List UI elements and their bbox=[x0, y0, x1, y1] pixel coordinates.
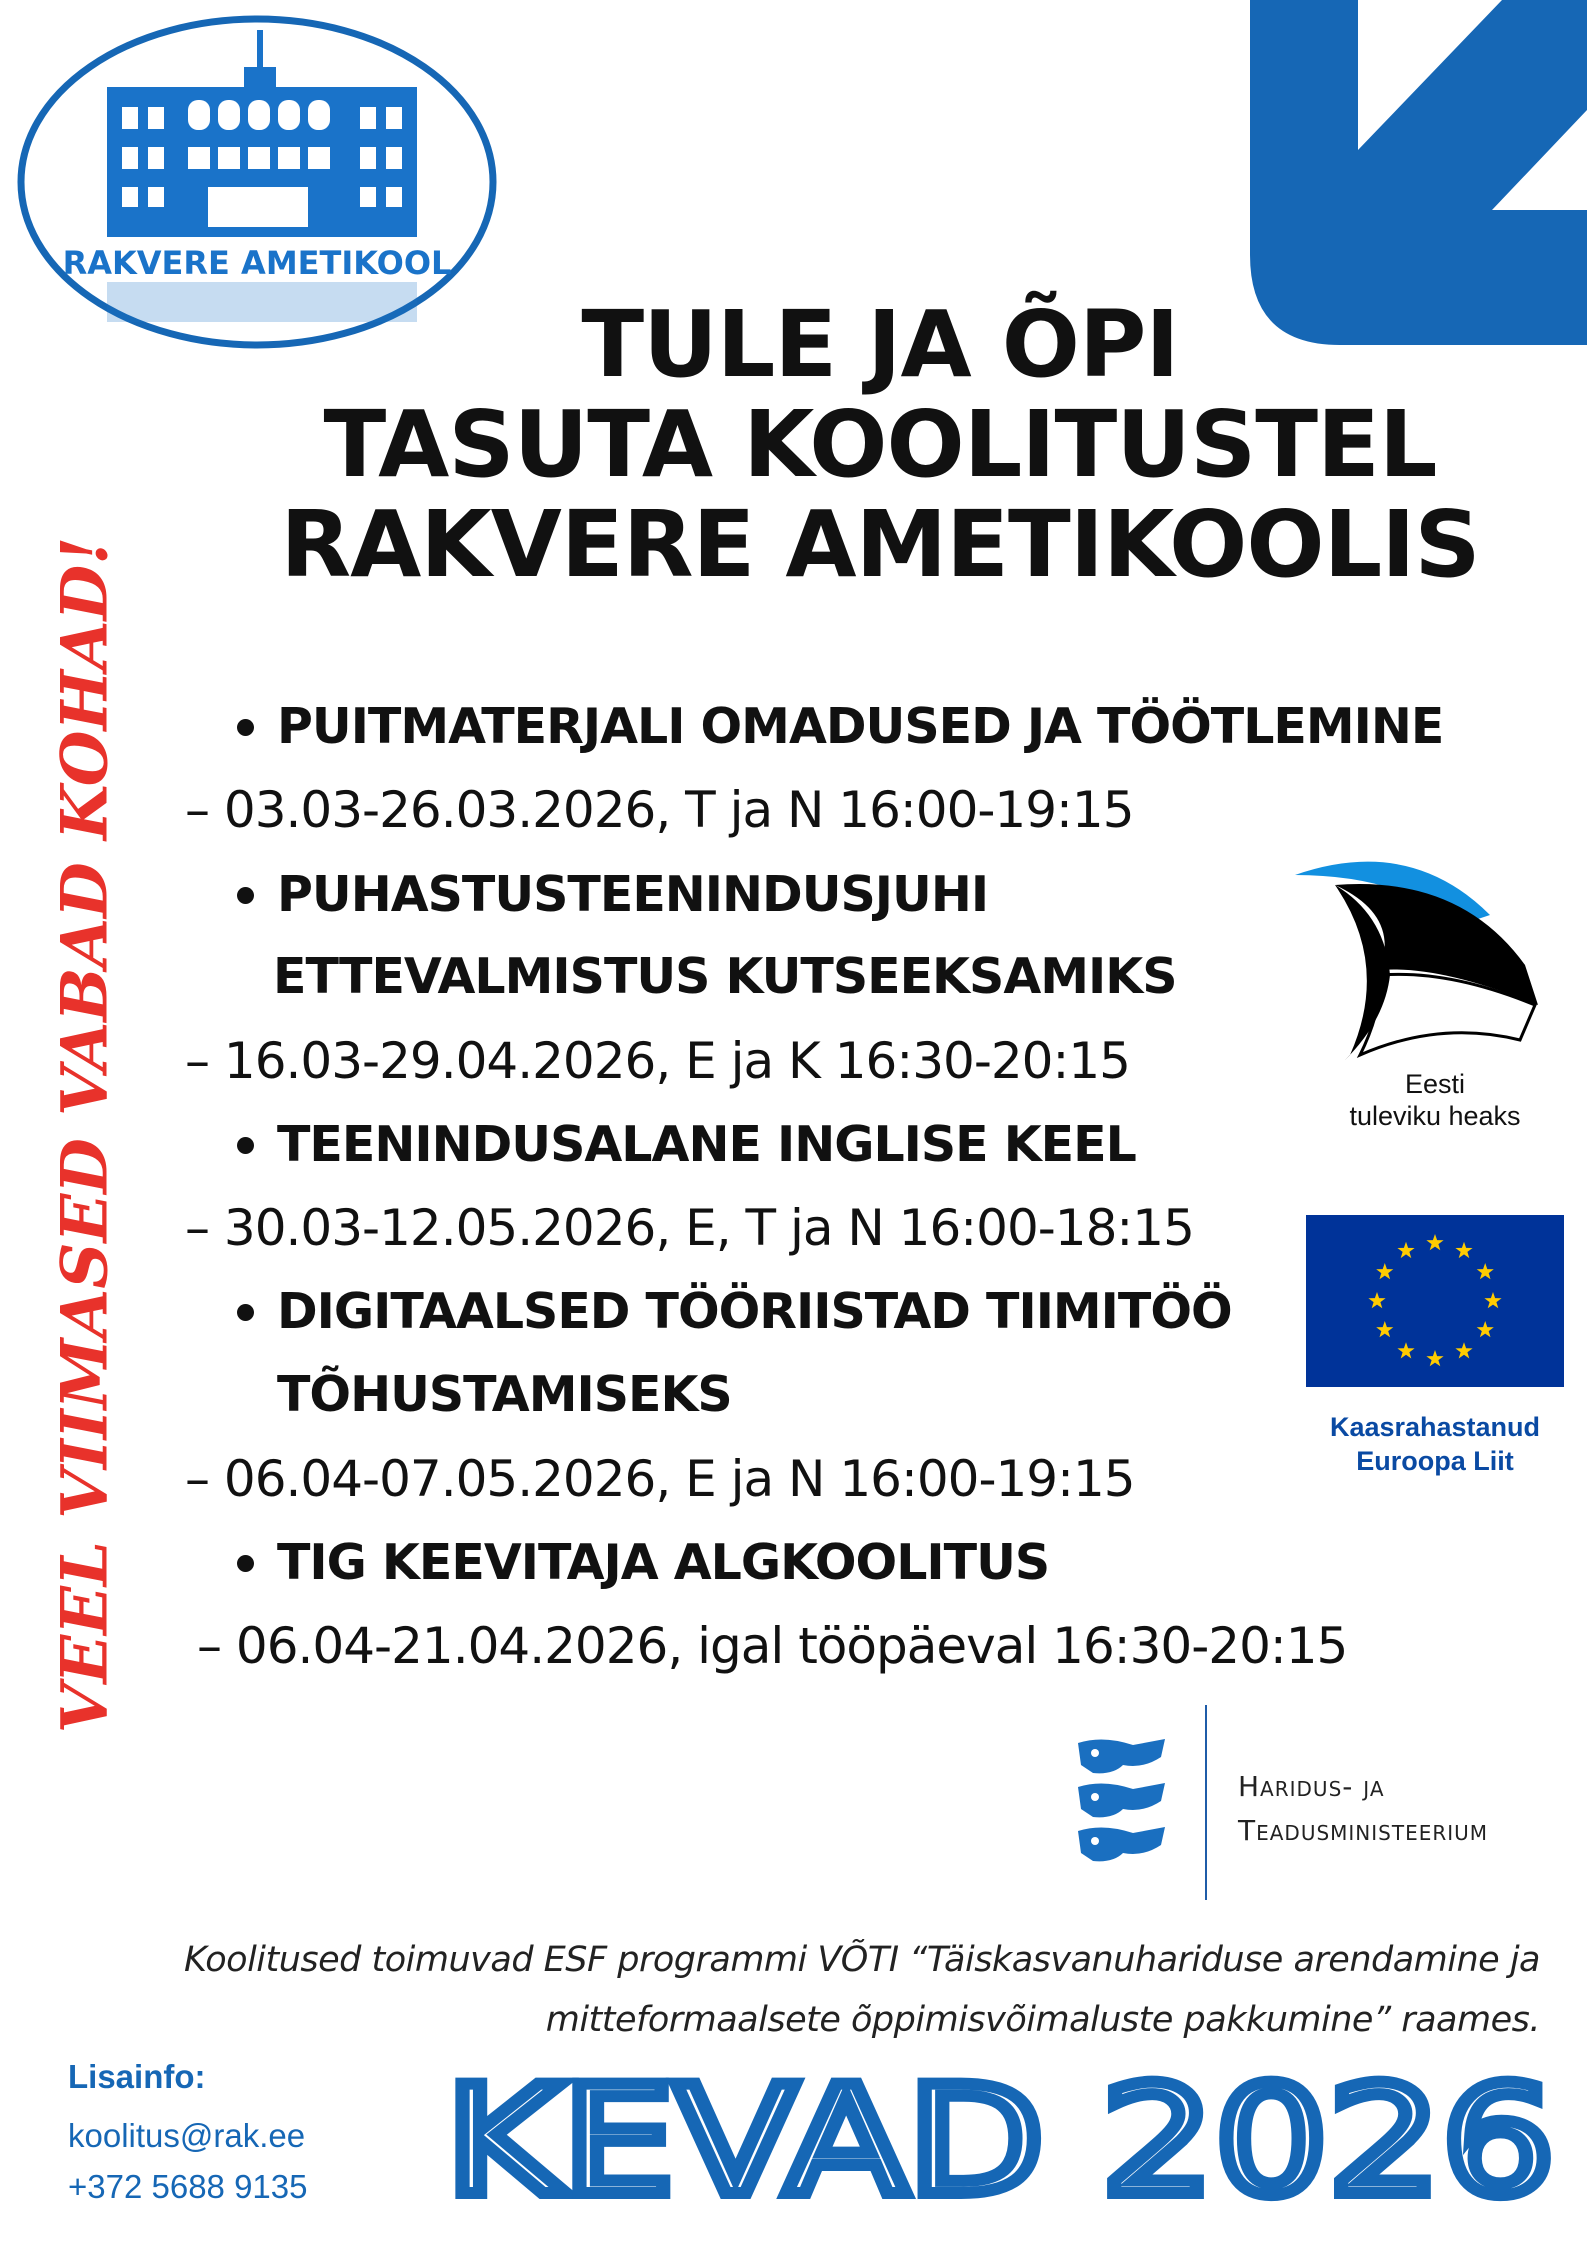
course-title-continued: TÕHUSTAMISEKS bbox=[277, 1366, 732, 1423]
program-note bbox=[40, 1930, 1540, 2050]
course-dates: – 03.03-26.03.2026, T ja N 16:00-19:15 bbox=[185, 781, 1134, 839]
contact-label: Lisainfo: bbox=[68, 2058, 206, 2095]
title-line-3: RAKVERE AMETIKOOLIS bbox=[280, 491, 1480, 598]
course-title-continued: ETTEVALMISTUS KUTSEEKSAMIKS bbox=[273, 948, 1177, 1005]
bullet-icon bbox=[237, 887, 254, 904]
season-heading bbox=[440, 2075, 1560, 2205]
eu-logo-caption bbox=[1290, 1410, 1580, 1478]
eesti-caption-line-1: Eesti bbox=[1404, 1069, 1466, 1099]
ministry-divider bbox=[1205, 1705, 1207, 1900]
bullet-icon bbox=[237, 1304, 254, 1321]
side-banner-text: VEEL VIIMASED VABAD KOHAD! bbox=[47, 536, 123, 1734]
program-note-line-2: mitteformaalsete õppimisvõimaluste pakkumine” raames. bbox=[545, 2000, 1540, 2040]
ministry-line-1: Haridus- ja bbox=[1238, 1770, 1385, 1803]
coat-of-arms-icon bbox=[1073, 1735, 1173, 1871]
course-title: TEENINDUSALANE INGLISE KEEL bbox=[277, 1116, 1136, 1173]
course-dates: – 06.04-21.04.2026, igal tööpäeval 16:30-20:15 bbox=[197, 1617, 1348, 1675]
bullet-icon bbox=[237, 1137, 254, 1154]
course-title: TIG KEEVITAJA ALGKOOLITUS bbox=[277, 1534, 1050, 1591]
season-text: KEVAD 2026 bbox=[445, 2075, 1555, 2205]
eu-caption-line-2: Euroopa Liit bbox=[1356, 1446, 1514, 1476]
side-banner bbox=[10, 515, 160, 1755]
eu-flag-icon bbox=[1306, 1215, 1564, 1387]
program-note-line-1: Koolitused toimuvad ESF programmi VÕTI “Täiskasvanuhariduse arendamine ja bbox=[184, 1940, 1540, 1980]
course-title: PUHASTUSTEENINDUSJUHI bbox=[277, 866, 989, 923]
course-title: DIGITAALSED TÖÖRIISTAD TIIMITÖÖ bbox=[277, 1283, 1232, 1340]
ministry-name bbox=[1238, 1765, 1488, 1853]
course-dates: – 06.04-07.05.2026, E ja N 16:00-19:15 bbox=[185, 1450, 1135, 1508]
ministry-line-2: Teadusministeerium bbox=[1238, 1814, 1489, 1847]
bullet-icon bbox=[237, 1555, 254, 1572]
contact-phone-link[interactable]: +372 5688 9135 bbox=[68, 2168, 308, 2205]
page-title bbox=[190, 291, 1570, 598]
corner-arrow-graphic bbox=[1240, 0, 1587, 345]
course-dates: – 30.03-12.05.2026, E, T ja N 16:00-18:15 bbox=[185, 1199, 1194, 1257]
title-line-2: TASUTA KOOLITUSTEL bbox=[323, 391, 1437, 498]
course-dates: – 16.03-29.04.2026, E ja K 16:30-20:15 bbox=[185, 1032, 1130, 1090]
course-title: PUITMATERJALI OMADUSED JA TÖÖTLEMINE bbox=[277, 698, 1444, 755]
title-line-1: TULE JA ÕPI bbox=[581, 291, 1179, 398]
eesti-caption-line-2: tuleviku heaks bbox=[1349, 1101, 1521, 1131]
school-logo-text: RAKVERE AMETIKOOL bbox=[62, 244, 452, 282]
contact-email-link[interactable]: koolitus@rak.ee bbox=[68, 2117, 306, 2154]
eesti-logo-caption bbox=[1290, 1068, 1580, 1132]
eu-caption-line-1: Kaasrahastanud bbox=[1329, 1412, 1541, 1442]
bullet-icon bbox=[237, 719, 254, 736]
